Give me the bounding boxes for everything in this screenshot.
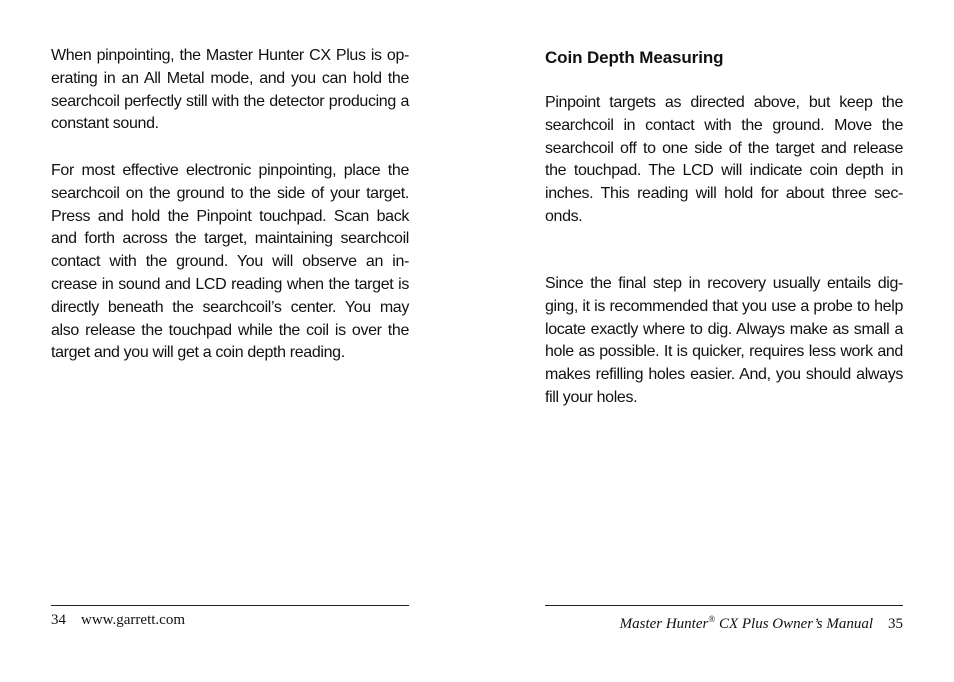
footer-right bbox=[620, 610, 903, 633]
manual-title bbox=[620, 616, 873, 632]
electronic-pinpointing-paragraph: For most effective electronic pinpointing, place the searchcoil on the ground to the side of your target. Press and hold the Pinpoint touchpad. Scan back and forth across the target, maintaining searchcoil contact with the ground. You will observe an in-crease in sound and LCD reading when the target is directly beneath the searchcoil’s center. You may also release the touchpad while the coil is over the target and you will get a coin depth reading. bbox=[51, 162, 409, 362]
page-number-right: 35 bbox=[888, 616, 903, 632]
recovery-paragraph: Since the final step in recovery usually entails dig-ging, it is recommended that you use a probe to help locate exactly where to dig. Always make as small a hole as possible. It is quicker, requires less work and makes refilling holes easier. And, you should always fill your holes. bbox=[545, 275, 903, 406]
left-page bbox=[51, 0, 409, 682]
website-text: www.garrett.com bbox=[81, 612, 185, 628]
section-heading: Coin Depth Measuring bbox=[545, 48, 724, 67]
coin-depth-paragraph: Pinpoint targets as directed above, but keep the searchcoil in contact with the ground. Move the searchcoil off to one side of the target and release the touchpad. The LCD will indicate coin depth in inches. This reading will hold for about three sec-onds. bbox=[545, 94, 903, 225]
right-page bbox=[545, 0, 903, 682]
page-number-left: 34 bbox=[51, 612, 66, 628]
footer-divider-right bbox=[545, 605, 903, 606]
manual-title-pre: Master Hunter bbox=[619, 616, 709, 632]
footer-divider-left bbox=[51, 605, 409, 606]
manual-title-post: CX Plus Owner’s Manual bbox=[715, 616, 873, 632]
pinpoint-mode-paragraph: When pinpointing, the Master Hunter CX Plus is op-erating in an All Metal mode, and you can hold the searchcoil perfectly still with the detector producing a constant sound. bbox=[51, 47, 409, 133]
registered-mark: ® bbox=[708, 614, 716, 624]
footer-left bbox=[51, 611, 185, 629]
